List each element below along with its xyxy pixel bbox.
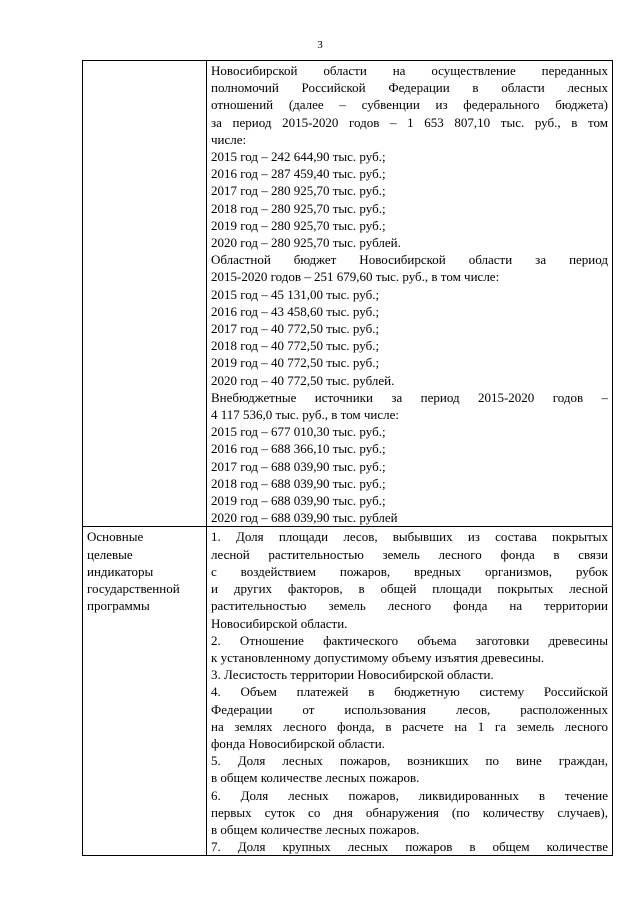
- funding-text-line: 2019 год – 280 925,70 тыс. руб.;: [211, 217, 386, 233]
- funding-text-line: 2019 год – 688 039,90 тыс. руб.;: [211, 493, 386, 509]
- indicators-label-line: программы: [87, 598, 150, 614]
- funding-text-line: 2016 год – 43 458,60 тыс. руб.;: [211, 303, 380, 319]
- indicator-text-line: на землях лесного фонда, в расчете на 1 га земель лесного: [211, 718, 608, 734]
- funding-text-line: 2016 год – 688 366,10 тыс. руб.;: [211, 441, 386, 457]
- funding-text-line: полномочий Российской Федерации в области лесных: [211, 80, 608, 96]
- funding-text-line: 2015 год – 242 644,90 тыс. руб.;: [211, 149, 386, 165]
- funding-text-line: 2017 год – 280 925,70 тыс. руб.;: [211, 183, 386, 199]
- funding-text-line: 2016 год – 287 459,40 тыс. руб.;: [211, 166, 386, 182]
- funding-text-line: 2015 год – 45 131,00 тыс. руб.;: [211, 286, 380, 302]
- indicator-text-line: с воздействием пожаров, вредных организмов, рубок: [211, 563, 608, 579]
- funding-text-line: 2018 год – 40 772,50 тыс. руб.;: [211, 338, 380, 354]
- table-row-funding: [83, 61, 613, 527]
- funding-content-cell: [207, 61, 613, 527]
- indicator-text-line: и других факторов, в общей площади покрытых лесной: [211, 581, 608, 597]
- funding-text-line: 2017 год – 688 039,90 тыс. руб.;: [211, 458, 386, 474]
- funding-text-line: 4 117 536,0 тыс. руб., в том числе:: [211, 407, 399, 423]
- indicator-text-line: 5. Доля лесных пожаров, возникших по вине граждан,: [211, 753, 608, 769]
- funding-label-cell: [83, 61, 207, 527]
- indicator-text-line: 2. Отношение фактического объема заготовки древесины: [211, 632, 608, 648]
- indicators-label-line: индикаторы: [87, 563, 154, 579]
- indicators-label-line: целевые: [87, 546, 133, 562]
- indicator-text-line: к установленному допустимому объему изъятия древесины.: [211, 649, 545, 665]
- indicator-text-line: растительностью земель лесного фонда на территории: [211, 598, 608, 614]
- indicator-text-line: 1. Доля площади лесов, выбывших из состава покрытых: [211, 529, 608, 545]
- funding-text-line: Новосибирской области на осуществление переданных: [211, 63, 608, 78]
- funding-text-line: Областной бюджет Новосибирской области за период: [211, 252, 608, 268]
- indicators-label-line: Основные: [87, 529, 144, 545]
- indicator-text-line: 3. Лесистость территории Новосибирской области.: [211, 667, 494, 683]
- indicators-content-cell: [207, 527, 613, 856]
- indicators-label-line: государственной: [87, 581, 180, 597]
- funding-text-line: числе:: [211, 131, 247, 147]
- indicator-text-line: 4. Объем платежей в бюджетную систему Российской: [211, 684, 608, 700]
- indicator-text-line: фонда Новосибирской области.: [211, 735, 385, 751]
- funding-text-line: 2020 год – 280 925,70 тыс. рублей.: [211, 235, 401, 251]
- indicators-label-cell: [83, 527, 207, 856]
- funding-text-line: 2020 год – 688 039,90 тыс. рублей: [211, 510, 398, 526]
- page-number: 3: [317, 39, 323, 51]
- funding-text-line: 2018 год – 688 039,90 тыс. руб.;: [211, 475, 386, 491]
- indicator-text-line: Новосибирской области.: [211, 615, 348, 631]
- indicator-text-line: в общем количестве лесных пожаров.: [211, 770, 420, 786]
- funding-text-line: 2018 год – 280 925,70 тыс. руб.;: [211, 200, 386, 216]
- funding-text-line: Внебюджетные источники за период 2015-2020 годов –: [211, 389, 608, 405]
- indicator-text-line: 7. Доля крупных лесных пожаров в общем количестве: [211, 839, 608, 855]
- funding-text-line: 2020 год – 40 772,50 тыс. рублей.: [211, 372, 395, 388]
- funding-text-line: отношений (далее – субвенции из федерального бюджета): [211, 97, 608, 113]
- indicator-text-line: Федерации от использования лесов, расположенных: [211, 701, 608, 717]
- funding-text-line: 2019 год – 40 772,50 тыс. руб.;: [211, 355, 380, 371]
- table-row-indicators: [83, 527, 613, 856]
- funding-text-line: 2015 год – 677 010,30 тыс. руб.;: [211, 424, 386, 440]
- funding-text-line: 2015-2020 годов – 251 679,60 тыс. руб., в том числе:: [211, 269, 500, 285]
- indicator-text-line: в общем количестве лесных пожаров.: [211, 821, 420, 837]
- indicator-text-line: первых суток со дня обнаружения (по количеству случаев),: [211, 804, 608, 820]
- indicator-text-line: 6. Доля лесных пожаров, ликвидированных в течение: [211, 787, 608, 803]
- funding-text-line: 2017 год – 40 772,50 тыс. руб.;: [211, 321, 380, 337]
- program-passport-table: [82, 60, 613, 856]
- indicator-text-line: лесной растительностью земель лесного фонда в связи: [211, 546, 608, 562]
- funding-text-line: за период 2015-2020 годов – 1 653 807,10 тыс. руб., в том: [211, 114, 608, 130]
